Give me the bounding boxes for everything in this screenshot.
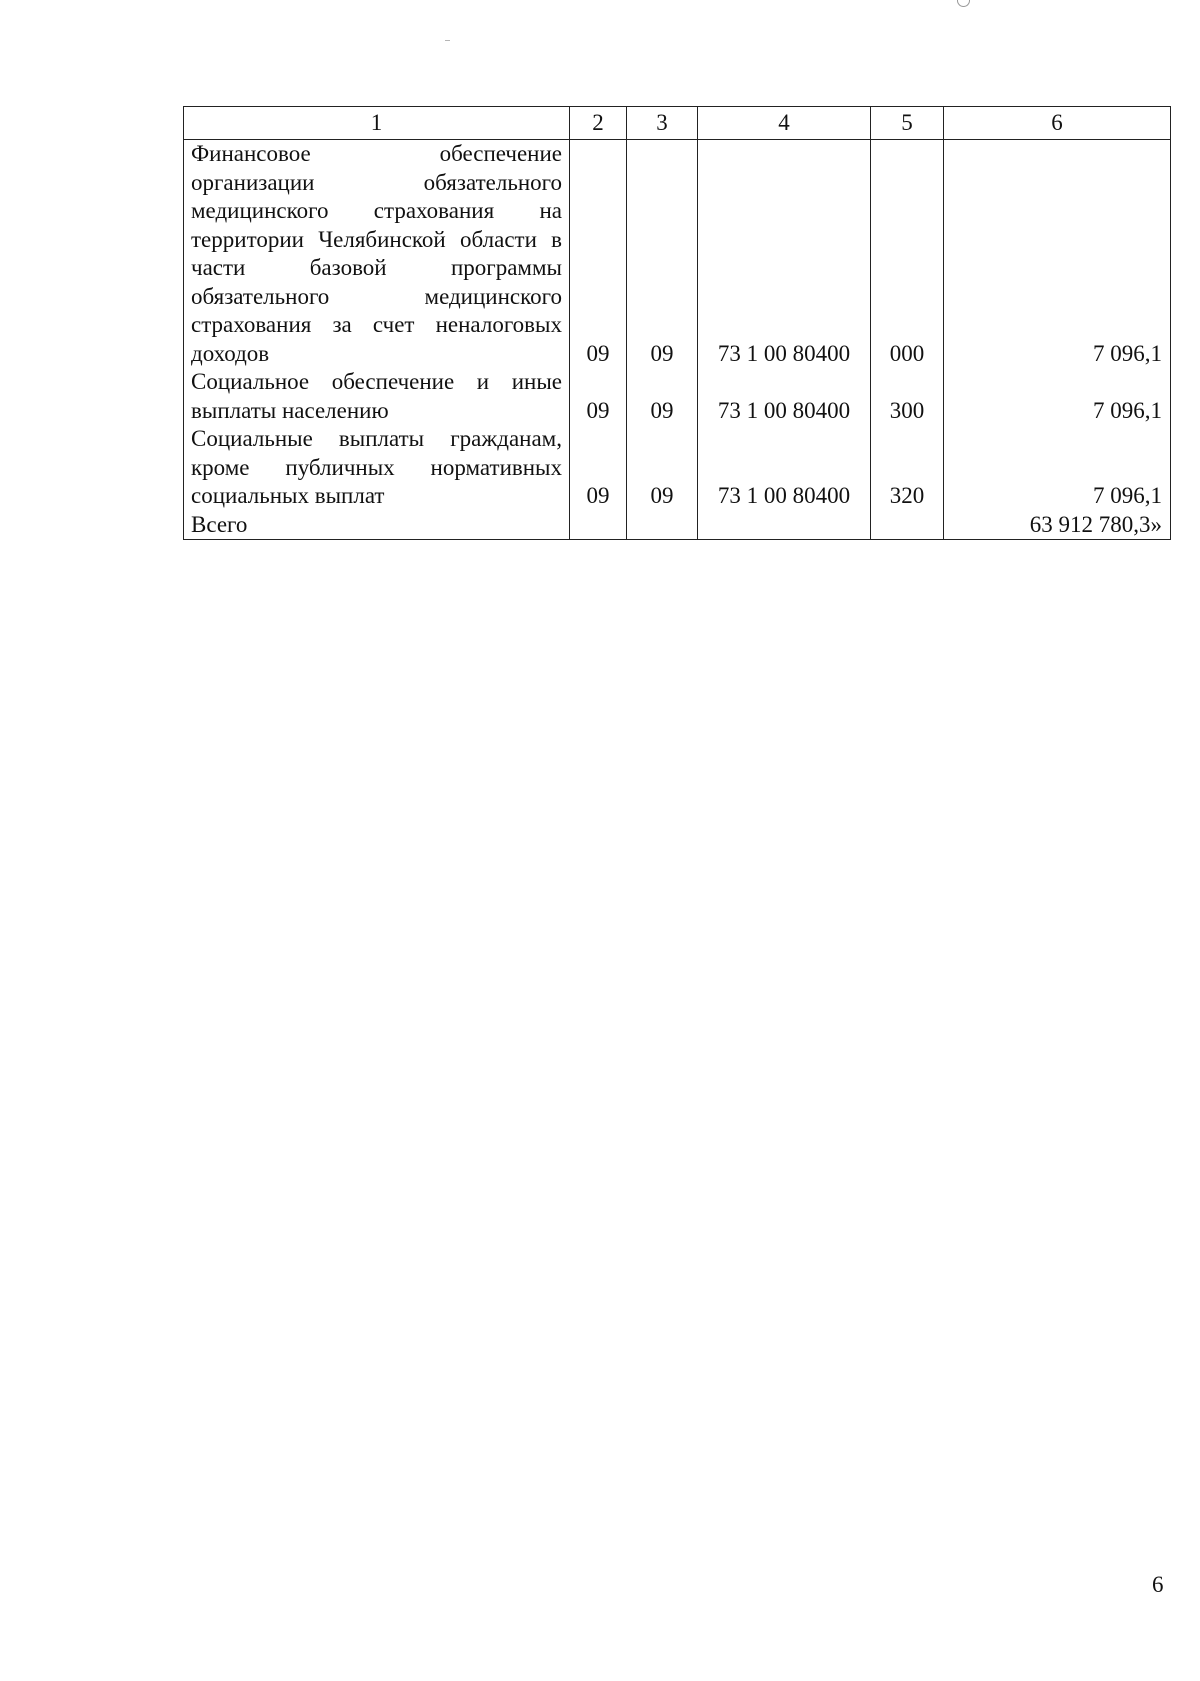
row-cell: 09 [570,368,627,425]
column-header: 1 [184,107,570,140]
column-header: 5 [871,107,944,140]
table-total-row [184,511,1171,540]
table-header-row [184,107,1171,140]
row-cell: 73 1 00 80400 [698,425,871,511]
row-cell: 73 1 00 80400 [698,140,871,369]
page-number: 6 [1152,1572,1164,1597]
table-row [184,368,1171,425]
row-name: Социальное обеспечение и иные выплаты населению [184,368,570,425]
row-amount: 7 096,1 [944,425,1171,511]
row-cell: 09 [570,140,627,369]
column-header: 6 [944,107,1171,140]
column-header: 4 [698,107,871,140]
budget-table [183,106,1171,540]
row-cell [627,511,698,540]
row-cell [871,511,944,540]
row-cell: 09 [570,425,627,511]
row-cell: 09 [627,425,698,511]
row-cell: 320 [871,425,944,511]
table-row [184,425,1171,511]
total-amount: 63 912 780,3» [944,511,1171,540]
row-cell: 09 [627,140,698,369]
row-cell [570,511,627,540]
row-name: Всего [184,511,570,540]
row-amount: 7 096,1 [944,140,1171,369]
row-name: Социальные выплаты гражданам, кроме публичных нормативных социальных выплат [184,425,570,511]
row-cell: 09 [627,368,698,425]
row-name: Финансовое обеспечение организации обязательного медицинского страхования на территории Челябинской области в части базовой программы обязательного медицинского страхования за счет неналоговых доходов [184,140,570,369]
row-cell [698,511,871,540]
row-cell: 300 [871,368,944,425]
column-header: 2 [570,107,627,140]
scan-artifact [445,40,450,41]
scan-artifact [957,0,970,7]
column-header: 3 [627,107,698,140]
row-cell: 73 1 00 80400 [698,368,871,425]
table-row [184,140,1171,369]
row-cell: 000 [871,140,944,369]
row-amount: 7 096,1 [944,368,1171,425]
